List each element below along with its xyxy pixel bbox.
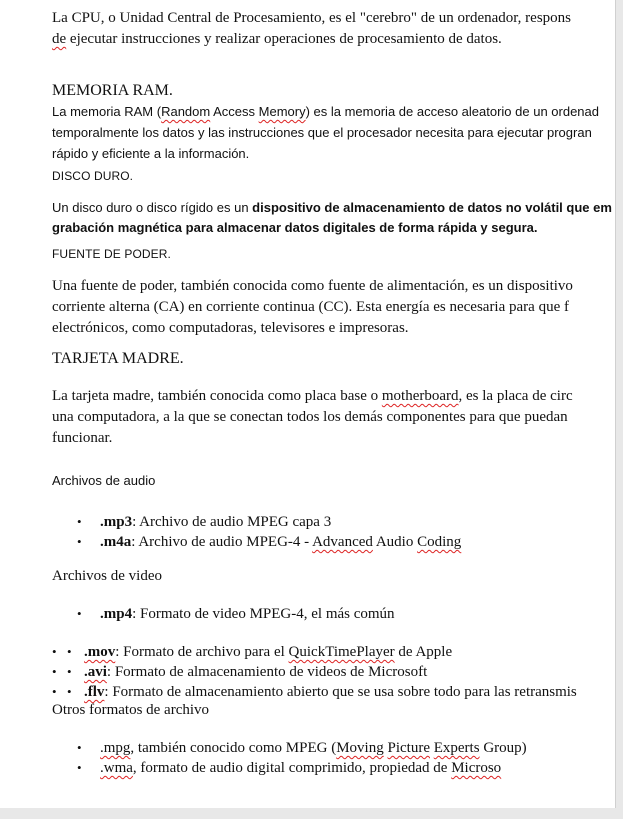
bullet-icon: •: [52, 644, 57, 659]
bullet-icon: •: [77, 534, 82, 549]
cpu-word-de: de: [52, 31, 67, 47]
ram-line-1: La memoria RAM (Random Access Memory) es la memoria de acceso aleatorio de un ordenad: [52, 104, 599, 119]
disco-paragraph: [52, 198, 612, 238]
fuente-line-3: electrónicos, como computadoras, televisores e impresoras.: [52, 320, 409, 336]
bullet-icon: •: [77, 514, 82, 529]
document-page: La CPU, o Unidad Central de Procesamiento, es el "cerebro" de un ordenador, respons de ejecutar instrucciones y realizar operaciones de procesamiento de datos. MEMORIA RAM. La memoria RAM (Random Access Memory) es la memoria de acceso aleatorio de un ordenad temporalmente los datos y las instrucciones que el procesador necesita para ejecutar progran rápido y eficiente a la información. DISCO DURO. Un disco duro o disco rígido es un dispositivo de almacenamiento de datos no volátil que em grabación magnética para almacenar datos digitales de forma rápida y segura. FUENTE DE PODER. Una fuente de poder, también conocida como fuente de alimentación, es un dispositivo corriente alterna (CA) en corriente continua (CC). Esta energía es necesaria para que f electrónicos, como computadoras, televisores e impresoras. TARJETA MADRE. La tarjeta madre, también conocida como placa base o motherboard, es la placa de circ una computadora, a la que se conectan todos los demás componentes para que puedan funcionar. Archivos de audio • .mp3: Archivo de audio MPEG capa 3 • .m4a: Archivo de audio MPEG-4 - Advanced Audio Coding Archivos de video • .mp4: Formato de video MPEG-4, el más común • • .mov: Formato de archivo para el QuickTimePlayer de Apple • • .avi: Formato de almacenamiento de videos de Microsoft • • .flv: Formato de almacenamiento abierto que se usa sobre todo para las retransmis Otros formatos de archivo • .mpg, también conocido como MPEG (Moving Picture Experts Group) • .wma, formato de audio digital comprimido, propiedad de Microso: [0, 0, 616, 808]
fuente-heading: FUENTE DE PODER.: [52, 247, 171, 261]
ram-heading: MEMORIA RAM.: [52, 82, 173, 99]
fuente-line-1: Una fuente de poder, también conocida como fuente de alimentación, es un dispositivo: [52, 278, 573, 294]
otros-heading: Otros formatos de archivo: [52, 702, 210, 718]
ram-line-2: temporalmente los datos y las instrucciones que el procesador necesita para ejecutar progran: [52, 125, 592, 140]
bullet-icon: •: [52, 664, 57, 679]
tarjeta-line-3: funcionar.: [52, 430, 113, 446]
disco-line-1: Un disco duro o disco rígido es un dispositivo de almacenamiento de datos no volátil que em: [52, 200, 612, 215]
tarjeta-line-1: La tarjeta madre, también conocida como placa base o motherboard, es la placa de circ: [52, 388, 573, 404]
fuente-line-2: corriente alterna (CA) en corriente continua (CC). Esta energía es necesaria para que f: [52, 299, 569, 315]
bullet-icon: •: [77, 740, 82, 755]
video-heading: Archivos de video: [52, 568, 162, 584]
bullet-icon: •: [67, 684, 72, 699]
bullet-icon: •: [77, 760, 82, 775]
disco-heading: DISCO DURO.: [52, 169, 134, 183]
tarjeta-line-2: una computadora, a la que se conectan todos los demás componentes para que puedan: [52, 409, 568, 425]
cpu-paragraph: [52, 8, 571, 50]
bullet-icon: •: [77, 606, 82, 621]
ram-paragraph: [52, 101, 599, 164]
fuente-paragraph: [52, 276, 573, 339]
bullet-icon: •: [52, 684, 57, 699]
tarjeta-heading: TARJETA MADRE.: [52, 350, 184, 367]
cpu-line-2: de ejecutar instrucciones y realizar operaciones de procesamiento de datos.: [52, 31, 502, 47]
tarjeta-paragraph: [52, 386, 573, 449]
bullet-icon: •: [67, 664, 72, 679]
disco-line-2: grabación magnética para almacenar datos digitales de forma rápida y segura.: [52, 220, 538, 235]
bullet-icon: •: [67, 644, 72, 659]
cpu-line-1: La CPU, o Unidad Central de Procesamiento, es el "cerebro" de un ordenador, respons: [52, 10, 571, 26]
audio-heading: Archivos de audio: [52, 473, 156, 488]
ram-line-3: rápido y eficiente a la información.: [52, 146, 250, 161]
